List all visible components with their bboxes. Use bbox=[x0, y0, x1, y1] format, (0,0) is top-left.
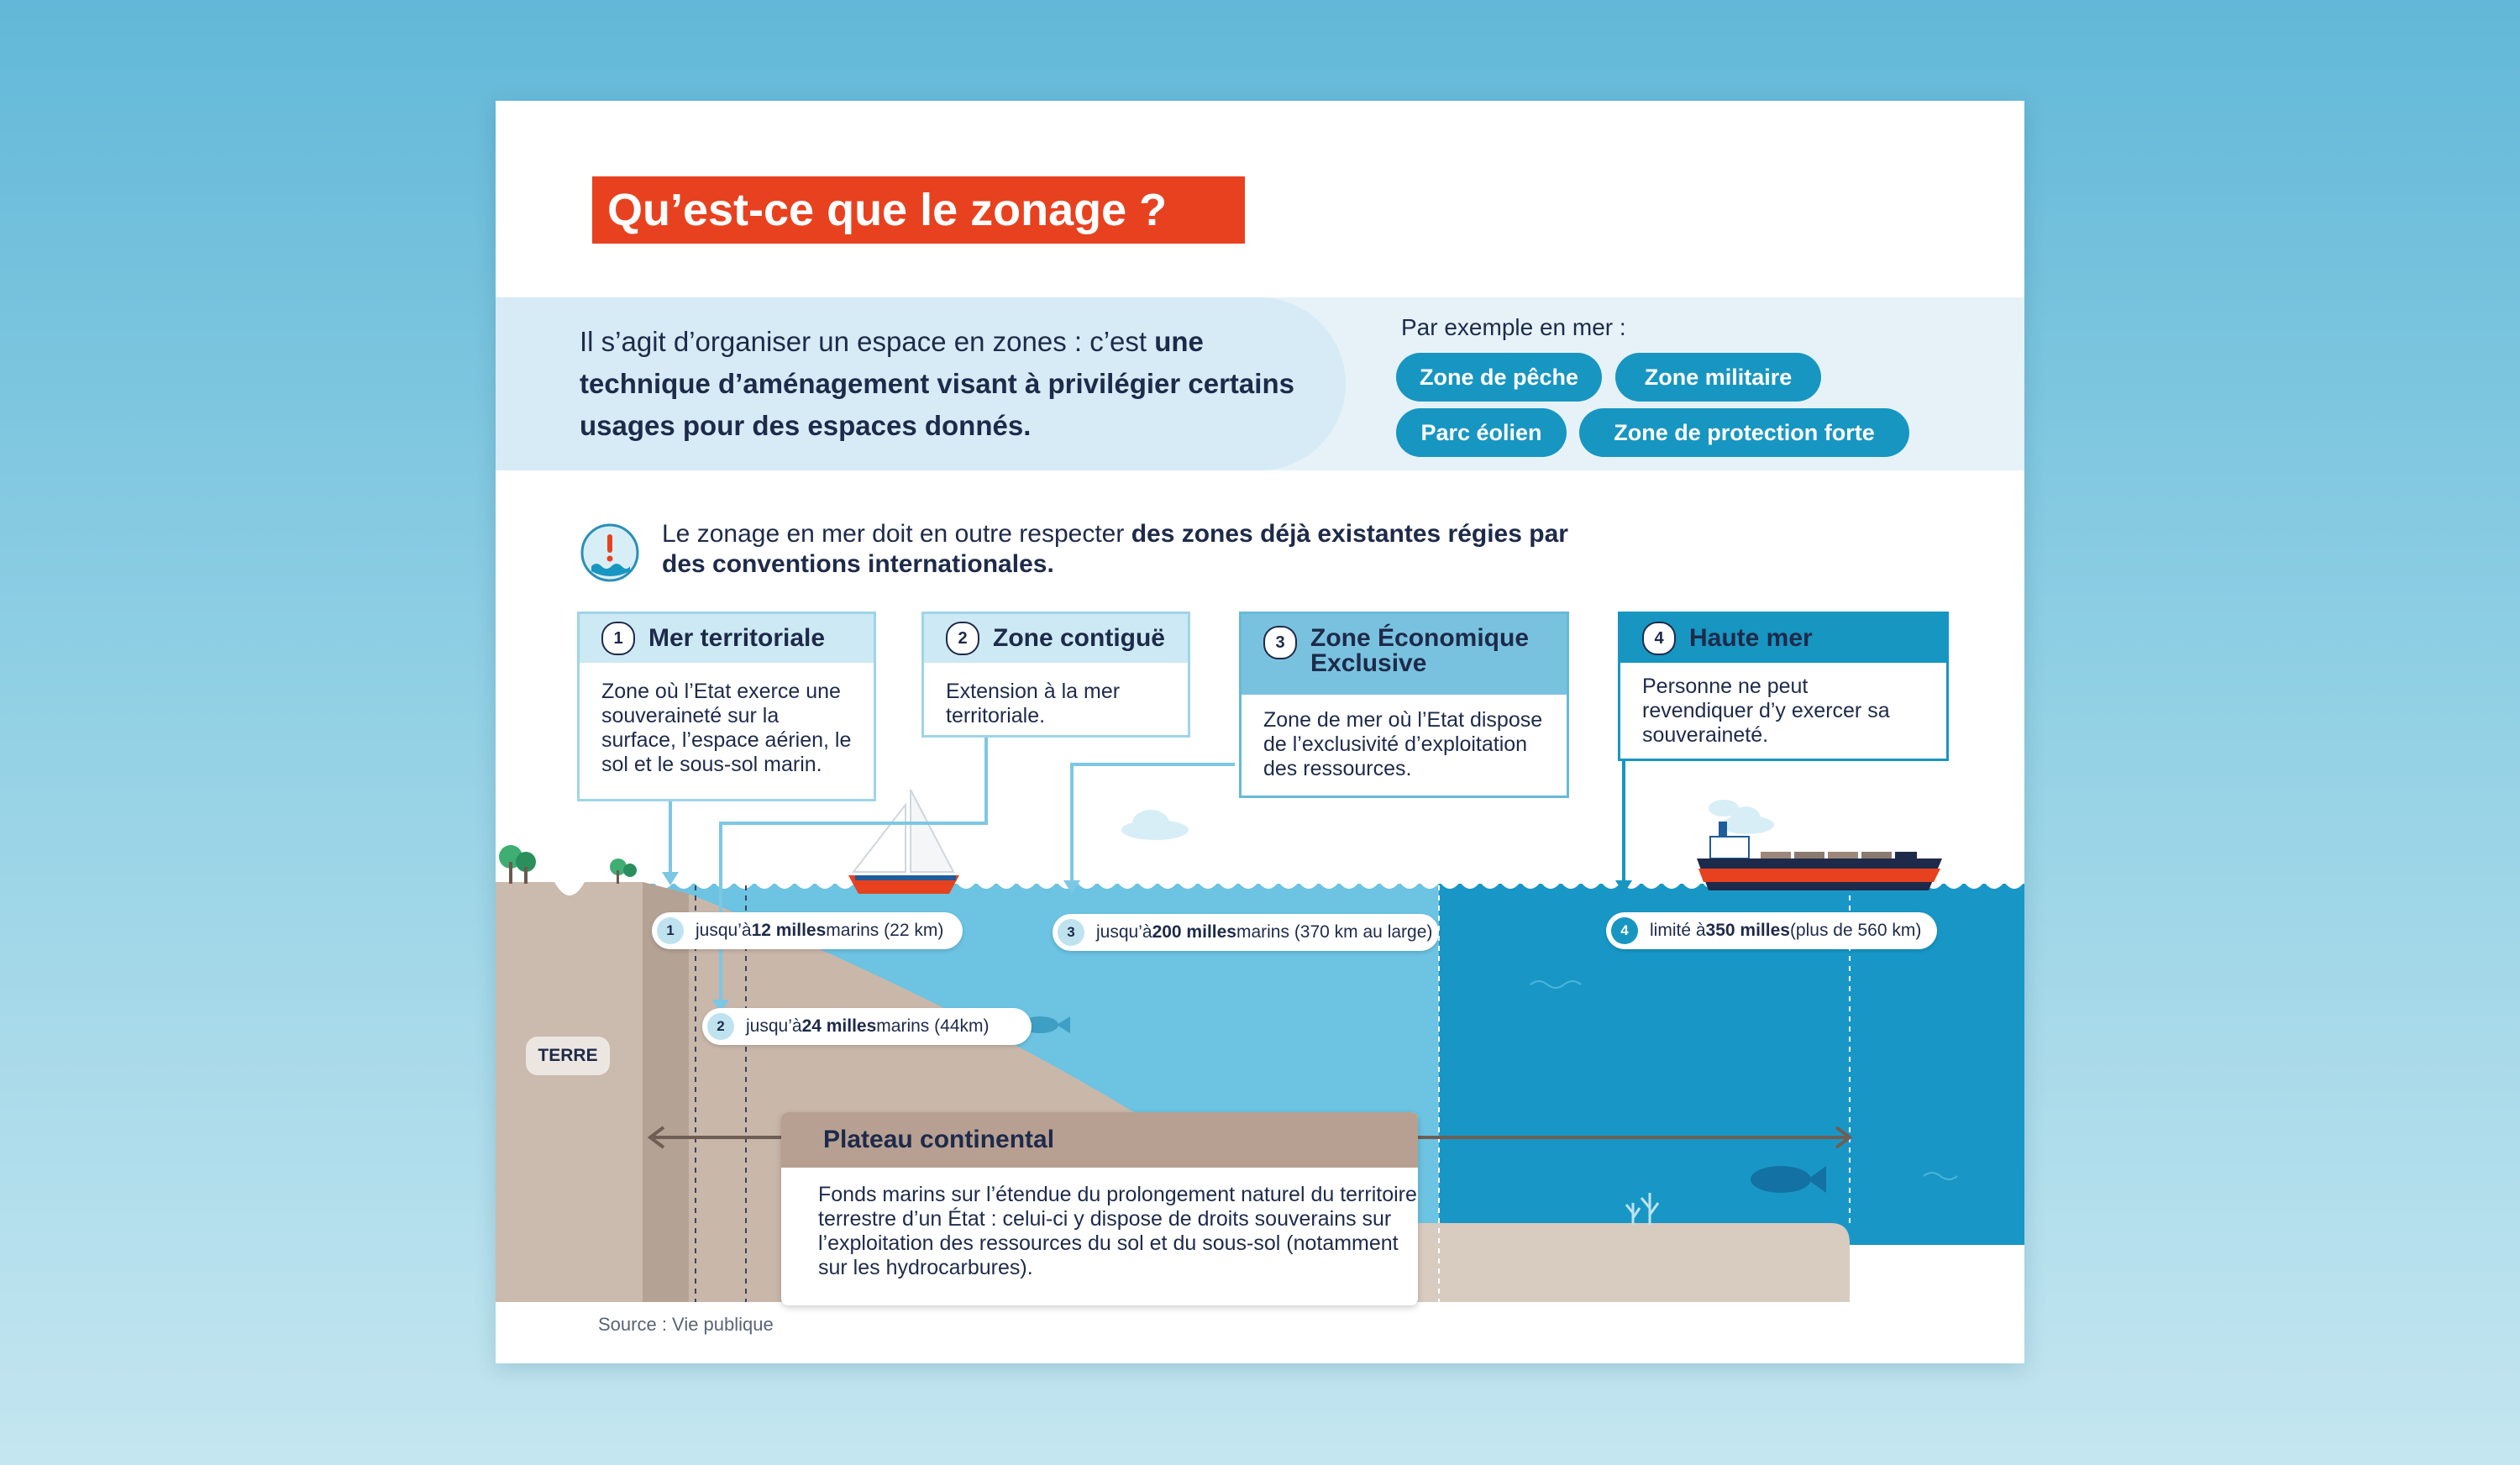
distance-label-4 bbox=[1606, 912, 1937, 949]
distance-3-suffix: marins (370 km au large) bbox=[1236, 922, 1433, 942]
cargo-ship-icon bbox=[1697, 800, 1942, 890]
plateau-continental-box bbox=[781, 1112, 1418, 1305]
zone-4-header bbox=[1620, 614, 1946, 663]
distance-2-bold: 24 milles bbox=[801, 1016, 877, 1036]
sailboat-icon bbox=[848, 790, 959, 894]
distance-label-3 bbox=[1053, 914, 1439, 951]
distance-4-prefix: limité à bbox=[1650, 921, 1706, 940]
trees-icon bbox=[499, 845, 637, 884]
examples-label: Par exemple en mer : bbox=[1401, 314, 1626, 340]
tag-parc-eolien: Parc éolien bbox=[1396, 408, 1567, 457]
zone-3-number: 3 bbox=[1263, 626, 1297, 659]
zone-2-title: Zone contiguë bbox=[993, 624, 1165, 652]
zone-1-desc: Zone où l’Etat exerce une souveraineté sur la surface, l’espace aérien, le sol et le sous-sol marin. bbox=[601, 680, 852, 776]
distance-3-prefix: jusqu’à bbox=[1096, 922, 1152, 942]
infographic-card bbox=[496, 101, 2024, 1363]
zone-2-header bbox=[924, 614, 1188, 663]
tag-zone-protection-forte: Zone de protection forte bbox=[1579, 408, 1909, 457]
plateau-title: Plateau continental bbox=[781, 1112, 1418, 1168]
zone-1-number: 1 bbox=[601, 622, 635, 655]
tag-zone-de-peche: Zone de pêche bbox=[1396, 353, 1602, 402]
plateau-desc: Fonds marins sur l’étendue du prolongement naturel du territoire terrestre d’un État : celui-ci y dispose de droits souverains sur l’exploitation des ressources du sol et du sous-sol (notamment sur les hydrocarbures). bbox=[818, 1183, 1417, 1279]
cloud-icon bbox=[1121, 806, 1774, 840]
zone-box-zone-contigue bbox=[921, 612, 1190, 738]
distance-1-number: 1 bbox=[657, 917, 684, 944]
distance-label-1 bbox=[652, 912, 963, 949]
tag-zone-militaire: Zone militaire bbox=[1615, 353, 1821, 402]
intro-text-bold: une technique d’aménagement visant à privilégier certains usages pour des espaces donnés. bbox=[580, 326, 1294, 441]
zone-3-title: Zone Économique Exclusive bbox=[1310, 624, 1530, 677]
zone-box-haute-mer bbox=[1618, 612, 1949, 761]
deep-seabed bbox=[1418, 1223, 1850, 1302]
zone-4-desc: Personne ne peut revendiquer d’y exercer sa souveraineté. bbox=[1642, 675, 1890, 747]
zone-2-desc: Extension à la mer territoriale. bbox=[946, 680, 1121, 727]
distance-3-number: 3 bbox=[1058, 919, 1084, 946]
distance-1-prefix: jusqu’à bbox=[696, 921, 752, 940]
source-note: Source : Vie publique bbox=[598, 1314, 774, 1335]
distance-1-suffix: marins (22 km) bbox=[826, 921, 944, 940]
zone-3-header bbox=[1242, 614, 1567, 695]
alert-text-plain: Le zonage en mer doit en outre respecter bbox=[662, 520, 1131, 548]
zone-4-number: 4 bbox=[1642, 622, 1676, 655]
alert-text-bold: des zones déjà existantes régies par des conventions internationales. bbox=[662, 520, 1568, 578]
zone-box-zee bbox=[1239, 612, 1569, 798]
distance-3-bold: 200 milles bbox=[1152, 922, 1236, 942]
distance-2-prefix: jusqu’à bbox=[746, 1016, 802, 1036]
distance-2-number: 2 bbox=[707, 1013, 734, 1040]
land-coast bbox=[496, 882, 643, 1302]
distance-4-number: 4 bbox=[1611, 917, 1638, 944]
distance-4-bold: 350 milles bbox=[1705, 921, 1790, 940]
zone-3-desc: Zone de mer où l’Etat dispose de l’exclusivité d’exploitation des ressources. bbox=[1263, 708, 1543, 780]
zone-1-title: Mer territoriale bbox=[648, 624, 826, 652]
zone-box-mer-territoriale bbox=[577, 612, 876, 801]
distance-2-suffix: marins (44km) bbox=[876, 1016, 990, 1036]
distance-1-bold: 12 milles bbox=[751, 921, 827, 940]
zone-2-number: 2 bbox=[946, 622, 979, 655]
zone-1-header bbox=[580, 614, 874, 663]
distance-4-suffix: (plus de 560 km) bbox=[1789, 921, 1922, 940]
distance-label-2 bbox=[702, 1008, 1032, 1045]
page-title: Qu’est-ce que le zonage ? bbox=[592, 176, 1245, 244]
intro-text-plain: Il s’agit d’organiser un espace en zones : c’est bbox=[580, 326, 1155, 357]
zone-4-title: Haute mer bbox=[1689, 624, 1813, 652]
terre-label: TERRE bbox=[526, 1037, 610, 1075]
